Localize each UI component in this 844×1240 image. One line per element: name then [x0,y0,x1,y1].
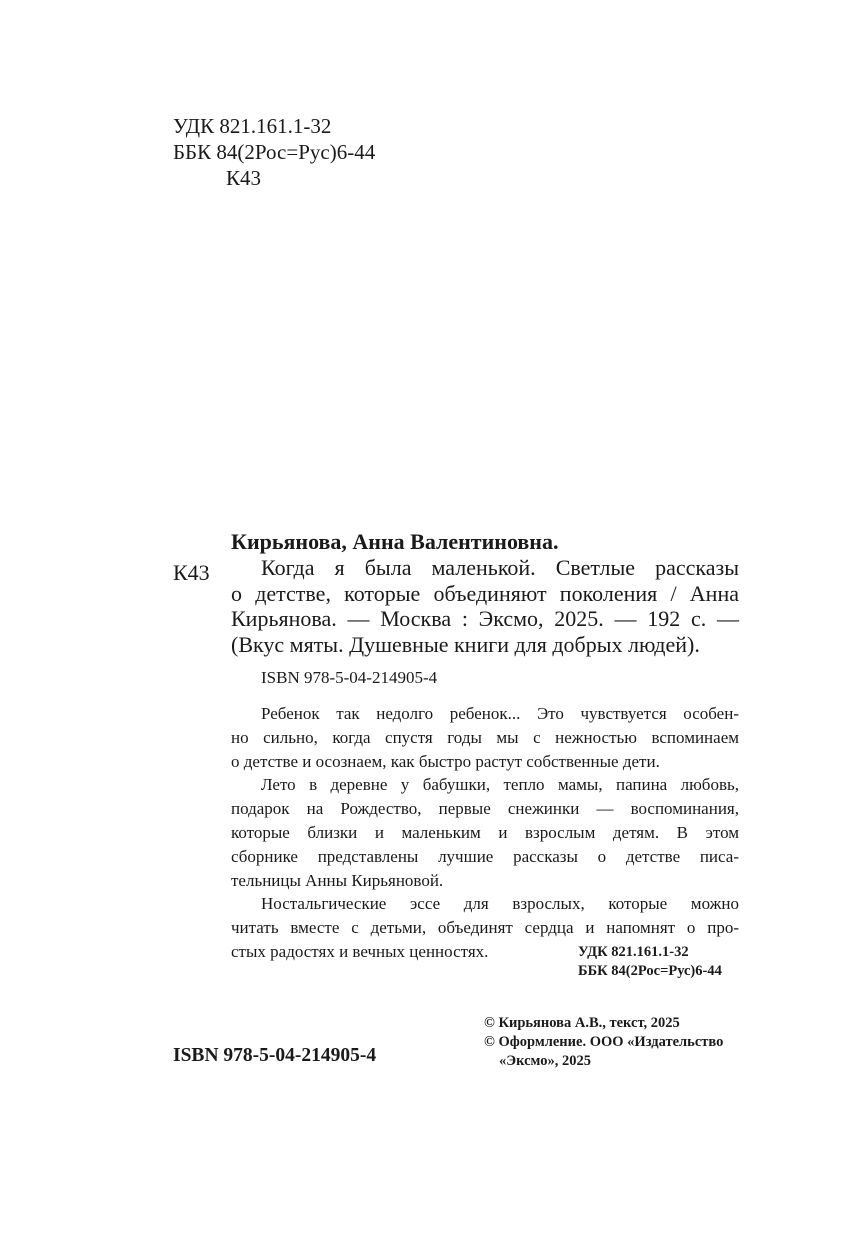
annotation-line: которые близки и маленьким и взрослым детям. В этом [231,822,739,842]
annotation-line: сборнике представлены лучшие рассказы о детстве писа- [231,846,739,866]
copyright-design: © Оформление. ООО «Издательство [484,1034,724,1050]
footer-udk-code: УДК 821.161.1-32 [578,944,689,960]
author-mark: К43 [226,166,262,190]
udk-code: УДК 821.161.1-32 [173,114,332,138]
footer-classification-codes [578,943,722,981]
annotation-line: Ностальгические эссе для взрослых, которые можно [261,894,739,914]
annotation-line: стых радостях и вечных ценностях. [231,941,489,961]
annotation-line: Ребенок так недолго ребенок... Это чувствуется особен- [261,704,739,723]
main-isbn: ISBN 978-5-04-214905-4 [173,1045,377,1066]
annotation-line: подарок на Рождество, первые снежинки — воспоминания, [231,799,739,819]
copyright-text: © Кирьянова А.В., текст, 2025 [484,1015,680,1031]
description-line: (Вкус мяты. Душевные книги для добрых людей). [231,631,700,657]
annotation [231,702,739,964]
description-line: Кирьянова. — Москва : Эксмо, 2025. — 192 с. — [231,606,739,631]
bbk-code: ББК 84(2Рос=Рус)6-44 [173,140,376,164]
classification-codes [173,113,375,191]
footer-bbk-code: ББК 84(2Рос=Рус)6-44 [578,963,722,979]
annotation-line: Лето в деревне у бабушки, тепло мамы, папина любовь, [261,775,739,795]
annotation-line: тельницы Анны Кирьяновой. [231,870,444,890]
author-heading: Кирьянова, Анна Валентиновна. [231,529,559,554]
annotation-line: но сильно, когда спустя годы мы с нежностью вспоминаем [231,727,739,747]
side-author-mark: К43 [173,560,210,585]
bibliographic-description [231,555,739,657]
description-line: о детстве, которые объединяют поколения / Анна [231,580,739,606]
annotation-line: читать вместе с детьми, объединят сердца и напомнят о про- [231,918,739,938]
copyright-publisher: «Эксмо», 2025 [499,1053,591,1069]
annotation-line: о детстве и осознаем, как быстро растут собственные дети. [231,751,660,771]
copyright-block [484,1014,723,1071]
description-line: Когда я была маленькой. Светлые рассказы [261,555,739,580]
record-isbn: ISBN 978-5-04-214905-4 [261,668,438,687]
